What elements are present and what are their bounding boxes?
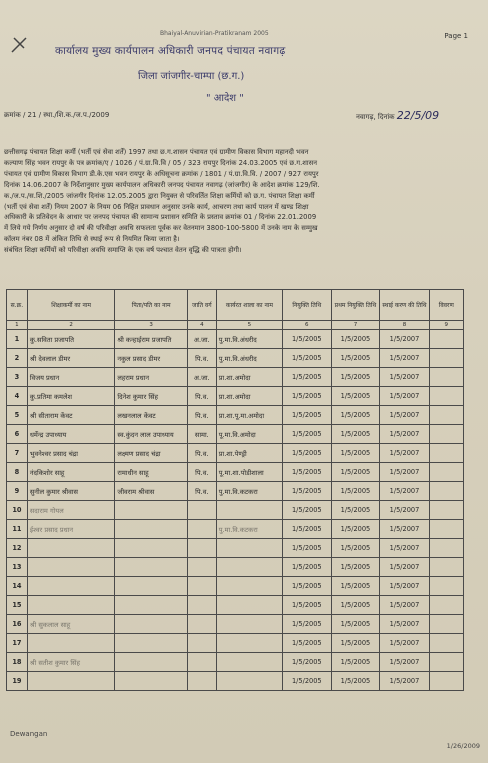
table-cell: 1/5/2007 (380, 482, 429, 501)
table-cell: रामाधीन साहू (115, 463, 188, 482)
table-cell: 1/5/2005 (283, 596, 331, 615)
paragraph-line: अधिकारी के प्रतिवेदन के आधार पर जनपद पंचायत की सामान्य प्रशासन समिति के प्रस्ताव क्रमांक 01 / दिनांक 22.01.2009 (4, 213, 317, 222)
table-cell: पि.व. (187, 482, 216, 501)
table-cell (27, 634, 115, 653)
table-cell: 1/5/2007 (380, 387, 429, 406)
table-cell (27, 577, 115, 596)
table-cell: 1/5/2005 (283, 368, 331, 387)
office-heading: कार्यालय मुख्य कार्यपालन अधिकारी जनपद पंचायत नवागढ़ (55, 45, 286, 57)
table-cell: 1/5/2005 (283, 653, 331, 672)
table-cell: 1/5/2007 (380, 672, 429, 691)
table-row (7, 672, 464, 691)
table-cell: ईश्वर प्रसाद प्रधान (27, 520, 115, 539)
table-cell: अ.जा. (187, 368, 216, 387)
table-cell: 1/5/2005 (331, 387, 380, 406)
table-cell (216, 634, 282, 653)
column-number: 3 (115, 321, 188, 330)
table-row (7, 444, 464, 463)
table-cell (187, 558, 216, 577)
table-cell: प्रा.शा.पू.मा.अमोदा (216, 406, 282, 425)
table-cell: श्री सतीश कुमार सिंह (27, 653, 115, 672)
table-cell (27, 558, 115, 577)
table-cell (187, 520, 216, 539)
table-cell: 1/5/2005 (331, 672, 380, 691)
table-cell (187, 634, 216, 653)
table-cell: 2 (7, 349, 28, 368)
column-number: 6 (283, 321, 331, 330)
header-cell: पिता/पति का नाम (115, 290, 188, 321)
table-cell: 12 (7, 539, 28, 558)
table-cell (429, 501, 463, 520)
table-cell (429, 406, 463, 425)
table-cell: 1/5/2005 (331, 406, 380, 425)
table-cell: 13 (7, 558, 28, 577)
table-cell: 1/5/2005 (283, 672, 331, 691)
table-cell: 1/5/2005 (331, 558, 380, 577)
table-cell: 1/5/2005 (283, 444, 331, 463)
table-cell: सामा. (187, 425, 216, 444)
table-cell (187, 596, 216, 615)
table-cell (115, 615, 188, 634)
table-cell (429, 672, 463, 691)
table-cell (216, 558, 282, 577)
table-row (7, 463, 464, 482)
table-cell (216, 596, 282, 615)
top-line: Bhaiyal-Anuvirian-Pratikranam 2005 (160, 30, 269, 37)
table-cell: पि.व. (187, 406, 216, 425)
table-cell: 1/5/2005 (283, 463, 331, 482)
paragraph-line: में लिये गये निर्णय अनुसार दो वर्ष की परिवीक्षा अवधि सफलता पूर्वक कर वेतनमान 3800-100-5800 में उनके नाम के सम्मुख (4, 224, 318, 233)
table-row (7, 634, 464, 653)
table-cell (187, 672, 216, 691)
table-cell: 15 (7, 596, 28, 615)
table-cell (27, 596, 115, 615)
table-cell: श्री देवलाल डीमर (27, 349, 115, 368)
table-cell: 1/5/2005 (331, 330, 380, 349)
table-cell (187, 501, 216, 520)
table-cell: पि.व. (187, 387, 216, 406)
table-cell: 14 (7, 577, 28, 596)
table-cell: 1/5/2005 (331, 520, 380, 539)
table-cell: 1/5/2007 (380, 425, 429, 444)
table-cell (187, 653, 216, 672)
footer-left: Dewangan (10, 730, 48, 738)
table-cell: 10 (7, 501, 28, 520)
table-cell: श्री सीताराम केंवट (27, 406, 115, 425)
table-cell: पु.मा.वि.कटकरा (216, 482, 282, 501)
column-number: 8 (380, 321, 429, 330)
table-cell: स्व.कुंदन लाल उपाध्याय (115, 425, 188, 444)
paragraph-line: कल्याण सिंह भवन रायपुर के पत्र क्रमांक/ए / 1026 / पं.ग्रा.वि.वि / 05 / 323 रायपुर दिनांक 24.03.2005 एवं छ.ग.शासन (4, 158, 318, 167)
reference-number: क्रमांक / 21 / स्था./शि.क./ज.प./2009 (4, 111, 110, 119)
table-cell (115, 501, 188, 520)
table-cell: 4 (7, 387, 28, 406)
table-cell: पू.मा.वि.अमोदा (216, 425, 282, 444)
column-number: 2 (27, 321, 115, 330)
table-row (7, 615, 464, 634)
table-cell: लक्ष्मण प्रसाद चंद्रा (115, 444, 188, 463)
table-cell: पु.मा.वि.अंधरीद (216, 349, 282, 368)
table-cell: 1/5/2005 (283, 577, 331, 596)
table-cell: 1/5/2007 (380, 634, 429, 653)
table-cell: भुवनेश्वर प्रसाद चंद्रा (27, 444, 115, 463)
table-cell: नकुल प्रसाद डीमर (115, 349, 188, 368)
table-cell: 18 (7, 653, 28, 672)
table-cell: 1/5/2005 (283, 558, 331, 577)
table-cell: लखनलाल केंवट (115, 406, 188, 425)
table-header-row (7, 290, 464, 321)
table-cell: 1/5/2007 (380, 330, 429, 349)
table-cell (429, 539, 463, 558)
column-number: 4 (187, 321, 216, 330)
table-cell: 1/5/2005 (331, 349, 380, 368)
table-cell: 5 (7, 406, 28, 425)
table-cell: 1/5/2005 (331, 482, 380, 501)
table-row (7, 482, 464, 501)
table-cell (115, 596, 188, 615)
table-cell: 7 (7, 444, 28, 463)
table-cell (216, 615, 282, 634)
table-cell (115, 539, 188, 558)
table-cell: श्री सुकलाल साहू (27, 615, 115, 634)
table-cell: विजय प्रधान (27, 368, 115, 387)
table-cell: धर्मेन्द्र उपाध्याय (27, 425, 115, 444)
order-paragraph (4, 147, 476, 256)
table-cell: 1/5/2007 (380, 653, 429, 672)
table-cell: 1/5/2007 (380, 501, 429, 520)
table-cell (187, 615, 216, 634)
paragraph-line: दिनांक 14.06.2007 के निर्देशानुसार मुख्य कार्यपालन अधिकारी जनपद पंचायत नवागढ़ (जांजगीर) के आदेश क्रमांक 129/शि. (4, 180, 320, 189)
header-cell: जाति वर्ग (187, 290, 216, 321)
table-cell: 1/5/2005 (331, 539, 380, 558)
header-cell: विवरण (429, 290, 463, 321)
table-cell: 1/5/2005 (283, 482, 331, 501)
table-cell: 11 (7, 520, 28, 539)
table-cell: अ.जा. (187, 330, 216, 349)
table-cell: कु.प्रतिमा कमलेश (27, 387, 115, 406)
table-cell: 19 (7, 672, 28, 691)
table-cell (216, 672, 282, 691)
header-cell: स.क्र. (7, 290, 28, 321)
table-cell: 1/5/2005 (331, 615, 380, 634)
table-cell (115, 577, 188, 596)
column-number: 9 (429, 321, 463, 330)
header-cell: स्थाई करण की तिथि (380, 290, 429, 321)
table-cell: 1/5/2007 (380, 368, 429, 387)
table-cell (429, 615, 463, 634)
table-cell: 1/5/2007 (380, 558, 429, 577)
table-cell: पु.मा.वि.अंधरीद (216, 330, 282, 349)
paragraph-line: संबंधित शिक्षा कर्मियों को परिवीक्षा अवधि समाप्ति के एक वर्ष पश्चात वेतन वृद्धि की पात्रता होगी। (4, 246, 242, 255)
table-cell (429, 558, 463, 577)
table-cell (429, 634, 463, 653)
table-cell: पू.मा.शा.पोडीशाला (216, 463, 282, 482)
table-row (7, 653, 464, 672)
table-cell: 1/5/2005 (331, 634, 380, 653)
table-cell: 1/5/2005 (331, 425, 380, 444)
table-row (7, 501, 464, 520)
header-cell: कार्यरत शाला का नाम (216, 290, 282, 321)
table-row (7, 330, 464, 349)
table-cell: 17 (7, 634, 28, 653)
table-cell: कु.सविता प्रजापति (27, 330, 115, 349)
column-number-row (7, 321, 464, 330)
table-cell (216, 653, 282, 672)
table-cell (216, 577, 282, 596)
table-cell (429, 596, 463, 615)
table-cell (429, 425, 463, 444)
paragraph-line: क./ज.प./स.शि./2005 जांजगीर दिनांक 12.05.2005 द्वारा नियुक्त से परिवर्तित शिक्षा कर्मियों को छ.ग. पंचायत शिक्षा कर्मी (4, 191, 315, 200)
table-cell: 1/5/2007 (380, 463, 429, 482)
table-cell: नंदकिशोर साहू (27, 463, 115, 482)
table-cell: पि.व. (187, 463, 216, 482)
table-cell (115, 558, 188, 577)
table-cell (27, 539, 115, 558)
table-row (7, 520, 464, 539)
table-cell: जीवराम श्रीवास (115, 482, 188, 501)
table-cell: 1/5/2005 (331, 463, 380, 482)
table-cell (429, 330, 463, 349)
corner-mark-icon (8, 34, 30, 56)
table-cell: 1/5/2007 (380, 539, 429, 558)
table-cell: 1/5/2007 (380, 406, 429, 425)
table-cell: 1/5/2005 (283, 330, 331, 349)
table-cell: 9 (7, 482, 28, 501)
table-cell (216, 501, 282, 520)
order-heading: " आदेश " (206, 93, 244, 104)
table-cell: 1/5/2005 (331, 444, 380, 463)
table-cell: 1/5/2007 (380, 520, 429, 539)
table-cell: 1/5/2005 (331, 596, 380, 615)
table-cell: 1/5/2005 (283, 501, 331, 520)
reference-line (4, 111, 484, 120)
table-cell: प्रा.शा.अमोदा (216, 387, 282, 406)
table-cell: 1/5/2005 (283, 406, 331, 425)
header-cell: शिक्षाकर्मी का नाम (27, 290, 115, 321)
table-cell (187, 577, 216, 596)
table-cell: सुनील कुमार श्रीवास (27, 482, 115, 501)
table-cell: 1/5/2005 (331, 368, 380, 387)
table-cell: 1/5/2005 (283, 634, 331, 653)
table-cell (216, 539, 282, 558)
table-cell (429, 349, 463, 368)
table-cell (429, 520, 463, 539)
table-cell: 1/5/2005 (283, 387, 331, 406)
table-cell: 1/5/2007 (380, 615, 429, 634)
table-row (7, 539, 464, 558)
table-cell (429, 653, 463, 672)
table-cell: 1/5/2007 (380, 577, 429, 596)
paragraph-line: पंचायत एवं ग्रामीण विकास विभाग डी.के.एस भवन रायपुर के अधिसूचना क्रमांक / 1801 / पं.ग्रा.वि.वि. / 2007 / 927 रायपुर (4, 169, 319, 178)
table-cell: 1/5/2005 (331, 653, 380, 672)
table-cell (115, 634, 188, 653)
table-cell: 1/5/2007 (380, 596, 429, 615)
table-cell: 1 (7, 330, 28, 349)
table-cell: 1/5/2005 (331, 501, 380, 520)
district-heading: जिला जांजगीर-चाम्पा (छ.ग.) (138, 71, 245, 82)
table-cell: लहराम प्रधान (115, 368, 188, 387)
table-cell (429, 387, 463, 406)
column-number: 5 (216, 321, 282, 330)
table-cell (115, 520, 188, 539)
table-cell: 1/5/2005 (283, 539, 331, 558)
footer-right: 1/26/2009 (446, 742, 480, 750)
staff-table (6, 289, 464, 691)
header-cell: नियुक्ति तिथि (283, 290, 331, 321)
header-cell: प्रथम नियुक्ति तिथि (331, 290, 380, 321)
table-cell: 1/5/2007 (380, 444, 429, 463)
table-cell: 1/5/2005 (283, 425, 331, 444)
table-cell: 8 (7, 463, 28, 482)
table-cell: पि.व. (187, 444, 216, 463)
table-cell: सदाराम गोयल (27, 501, 115, 520)
table-row (7, 349, 464, 368)
table-row (7, 425, 464, 444)
table-cell: 1/5/2005 (283, 615, 331, 634)
table-cell (115, 653, 188, 672)
table-cell: 1/5/2005 (283, 520, 331, 539)
paragraph-line: (भर्ती एवं सेवा शर्तें) नियम 2007 के नियम 06 निहित प्रावधान अनुसार उनके कार्य, आचरण तथा कार्य पालन में खण्ड शिक्षा (4, 202, 309, 211)
table-cell (429, 368, 463, 387)
table-cell (115, 672, 188, 691)
table-cell: 1/5/2005 (283, 349, 331, 368)
table-cell: 1/5/2005 (331, 577, 380, 596)
table-cell (429, 577, 463, 596)
table-cell: श्री कन्हाईराम प्रजापति (115, 330, 188, 349)
reference-place-date: नवागढ़, दिनांक 22/5/09 (356, 109, 440, 122)
table-cell (187, 539, 216, 558)
page-number: Page 1 (444, 32, 468, 40)
table-row (7, 387, 464, 406)
table-cell (429, 482, 463, 501)
table-cell: प्रा.शा.अमोदा (216, 368, 282, 387)
column-number: 1 (7, 321, 28, 330)
table-cell: 6 (7, 425, 28, 444)
column-number: 7 (331, 321, 380, 330)
table-cell (429, 444, 463, 463)
paragraph-line: छत्तीसगढ़ पंचायत शिक्षा कर्मी (भर्ती एवं सेवा शर्तें) 1997 तथा छ.ग.शासन पंचायत एवं ग्रामीण विकास विभाग महानदी भवन (4, 148, 309, 156)
table-row (7, 368, 464, 387)
table-row (7, 558, 464, 577)
table-cell (27, 672, 115, 691)
table-cell: प्रा.शा.पेण्ड्री (216, 444, 282, 463)
table-cell: 1/5/2007 (380, 349, 429, 368)
table-row (7, 596, 464, 615)
reference-date: 22/5/09 (396, 109, 440, 122)
table-row (7, 406, 464, 425)
table-cell (429, 463, 463, 482)
table-cell: पि.व. (187, 349, 216, 368)
table-cell: 3 (7, 368, 28, 387)
table-cell: दिनेश कुमार सिंह (115, 387, 188, 406)
paragraph-line: कॉलम नंबर 08 में अंकित तिथि से स्थाई रूप से नियमित किया जाता है। (4, 235, 180, 244)
table-cell: पु.मा.वि.कटकरा (216, 520, 282, 539)
table-body (7, 330, 464, 691)
table-row (7, 577, 464, 596)
table-cell: 16 (7, 615, 28, 634)
